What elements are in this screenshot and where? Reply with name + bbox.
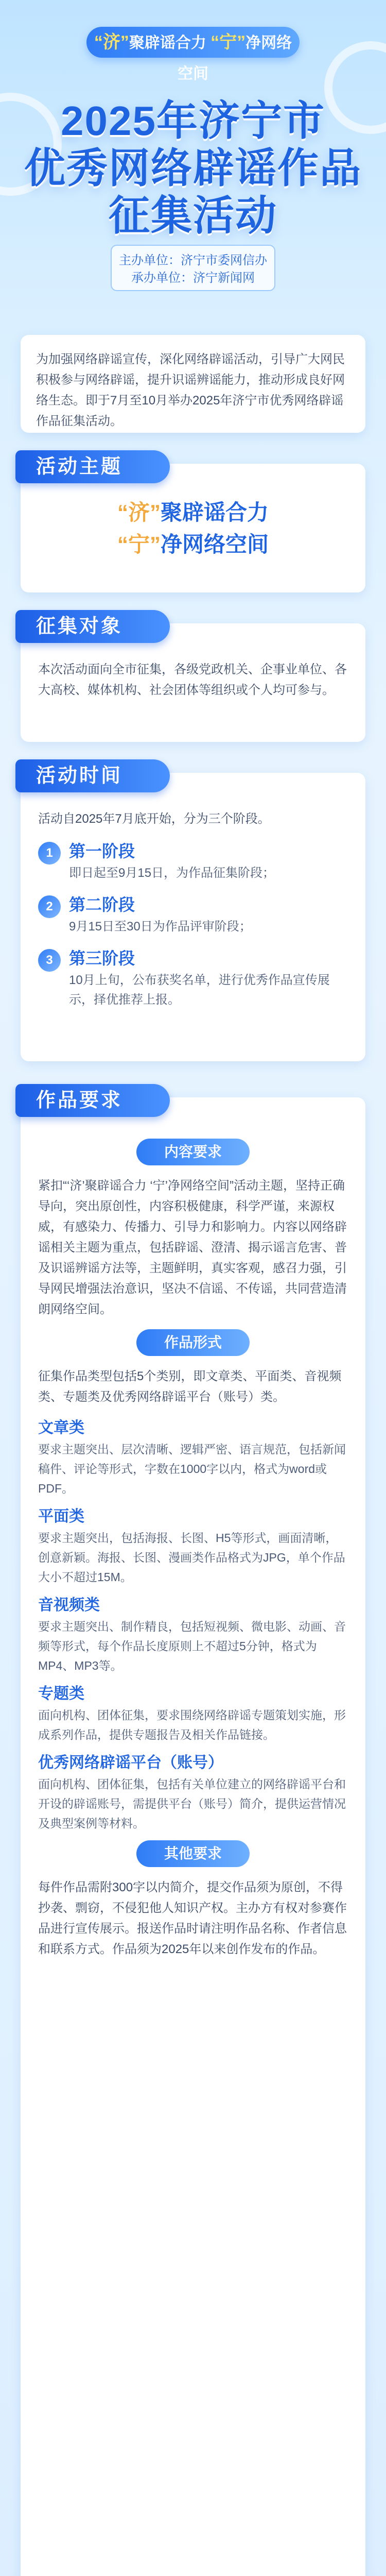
slogan-quote-ji: “济” <box>94 32 129 52</box>
category-desc: 面向机构、团体征集，要求围绕网络辟谣专题策划实施，形成系列作品，提供专题报告及相关作品链接。 <box>38 1708 346 1741</box>
hero-title-line2: 优秀网络辟谣作品 <box>24 145 362 191</box>
hero-banner <box>0 0 386 319</box>
theme-text-2: 净网络空间 <box>161 532 269 556</box>
format-pill: 作品形式 <box>136 1329 250 1356</box>
theme-line-2 <box>38 529 348 561</box>
other-requirements-text: 每件作品需附300字以内简介，提交作品须为原创，不得抄袭、剽窃，不侵犯他人知识产权。主办方有权对参赛作品进行宣传展示。报送作品时请注明作品名称、作者信息和联系方式。作品须为2025年以来创作发布的作品。 <box>38 1880 347 1956</box>
theme-card <box>21 456 365 592</box>
slogan-pill <box>86 27 300 82</box>
stage-number: 2 <box>38 895 61 918</box>
slogan-part-1: 聚辟谣合力 <box>129 35 211 52</box>
theme-quote-ning: “宁” <box>117 532 161 556</box>
category-title: 平面类 <box>38 1508 84 1525</box>
time-stage <box>38 946 348 1010</box>
category-title: 专题类 <box>38 1685 84 1702</box>
format-lead: 征集作品类型包括5个类别，即文章类、平面类、音视频类、专题类及优秀网络辟谣平台（账号）类。 <box>38 1369 342 1404</box>
category-desc: 要求主题突出，包括海报、长图、H5等形式，画面清晰，创意新颖。海报、长图、漫画类作品格式为JPG，单个作品大小不超过15M。 <box>38 1531 345 1584</box>
other-requirements-pill: 其他要求 <box>136 1840 250 1867</box>
hero-title-line1: 2025年济宁市 <box>61 98 325 144</box>
stage-desc: 9月15日至30日为作品评审阶段； <box>69 920 252 934</box>
requirements-heading: 作品要求 <box>15 1084 170 1117</box>
content-requirements-text: 紧扣“‘济’聚辟谣合力 ‘宁’净网络空间”活动主题，坚持正确导向，突出原创性，内容积极健康，科学严谨，来源权威，有感染力、传播力、引导力和影响力。内容以网络辟谣相关主题为重点，包括辟谣、澄清、揭示谣言危害、普及识谣辨谣方法等，主题鲜明，真实客观，感召力强，引导网民增强法治意识，坚决不信谣、不传谣，共同营造清朗网络空间。 <box>38 1179 347 1316</box>
requirements-body <box>21 1097 365 1987</box>
host-text: 主办单位：济宁市委网信办 <box>119 253 267 267</box>
time-stage <box>38 892 348 937</box>
time-heading: 活动时间 <box>15 759 170 792</box>
stage-title: 第三阶段 <box>69 949 135 968</box>
theme-quote-ji: “济” <box>117 500 161 524</box>
stage-desc: 10月上旬，公布获奖名单，进行优秀作品宣传展示，择优推荐上报。 <box>69 973 330 1007</box>
time-stage <box>38 839 348 883</box>
stage-title: 第二阶段 <box>69 895 135 914</box>
intro-card: 为加强网络辟谣宣传，深化网络辟谣活动，引导广大网民积极参与网络辟谣，提升识谣辨谣能力，推动形成良好网络生态。即于7月至10月举办2025年济宁市优秀网络辟谣作品征集活动。 <box>21 335 365 433</box>
organizer-text: 承办单位：济宁新闻网 <box>131 271 255 285</box>
stage-title: 第一阶段 <box>69 842 135 860</box>
content-requirements-pill: 内容要求 <box>136 1139 250 1165</box>
category-desc: 面向机构、团体征集，包括有关单位建立的网络辟谣平台和开设的辟谣账号，需提供平台（账号）简介，提供运营情况及典型案例等材料。 <box>38 1777 346 1830</box>
category-title: 优秀网络辟谣平台（账号） <box>38 1754 223 1771</box>
theme-line-1 <box>38 497 348 529</box>
category-desc: 要求主题突出、制作精良，包括短视频、微电影、动画、音频等形式，每个作品长度原则上不超过5分钟，格式为MP4、MP3等。 <box>38 1620 346 1672</box>
slogan-quote-ning: “宁” <box>210 32 246 52</box>
targets-text: 本次活动面向全市征集，各级党政机关、企事业单位、各大高校、媒体机构、社会团体等组织或个人均可参与。 <box>38 663 347 697</box>
requirements-card <box>21 1090 365 2576</box>
targets-heading: 征集对象 <box>15 610 170 643</box>
stage-desc: 即日起至9月15日，为作品征集阶段； <box>69 866 275 880</box>
time-lead: 活动自2025年7月底开始，分为三个阶段。 <box>38 812 270 826</box>
theme-text-1: 聚辟谣合力 <box>161 500 269 524</box>
category-desc: 要求主题突出、层次清晰、逻辑严密、语言规范，包括新闻稿件、评论等形式，字数在1000字以内，格式为word或PDF。 <box>38 1443 346 1495</box>
stage-number: 3 <box>38 949 61 972</box>
targets-card <box>21 616 365 742</box>
time-body <box>21 773 365 1037</box>
hero-title-line3: 征集活动 <box>109 193 277 239</box>
category-title: 音视频类 <box>38 1597 100 1614</box>
stage-number: 1 <box>38 842 61 865</box>
organizer-box <box>111 245 275 291</box>
time-card <box>21 765 365 1061</box>
category-title: 文章类 <box>38 1419 84 1436</box>
theme-heading: 活动主题 <box>15 450 170 483</box>
slogan-part-2: 净网络空间 <box>178 35 292 82</box>
